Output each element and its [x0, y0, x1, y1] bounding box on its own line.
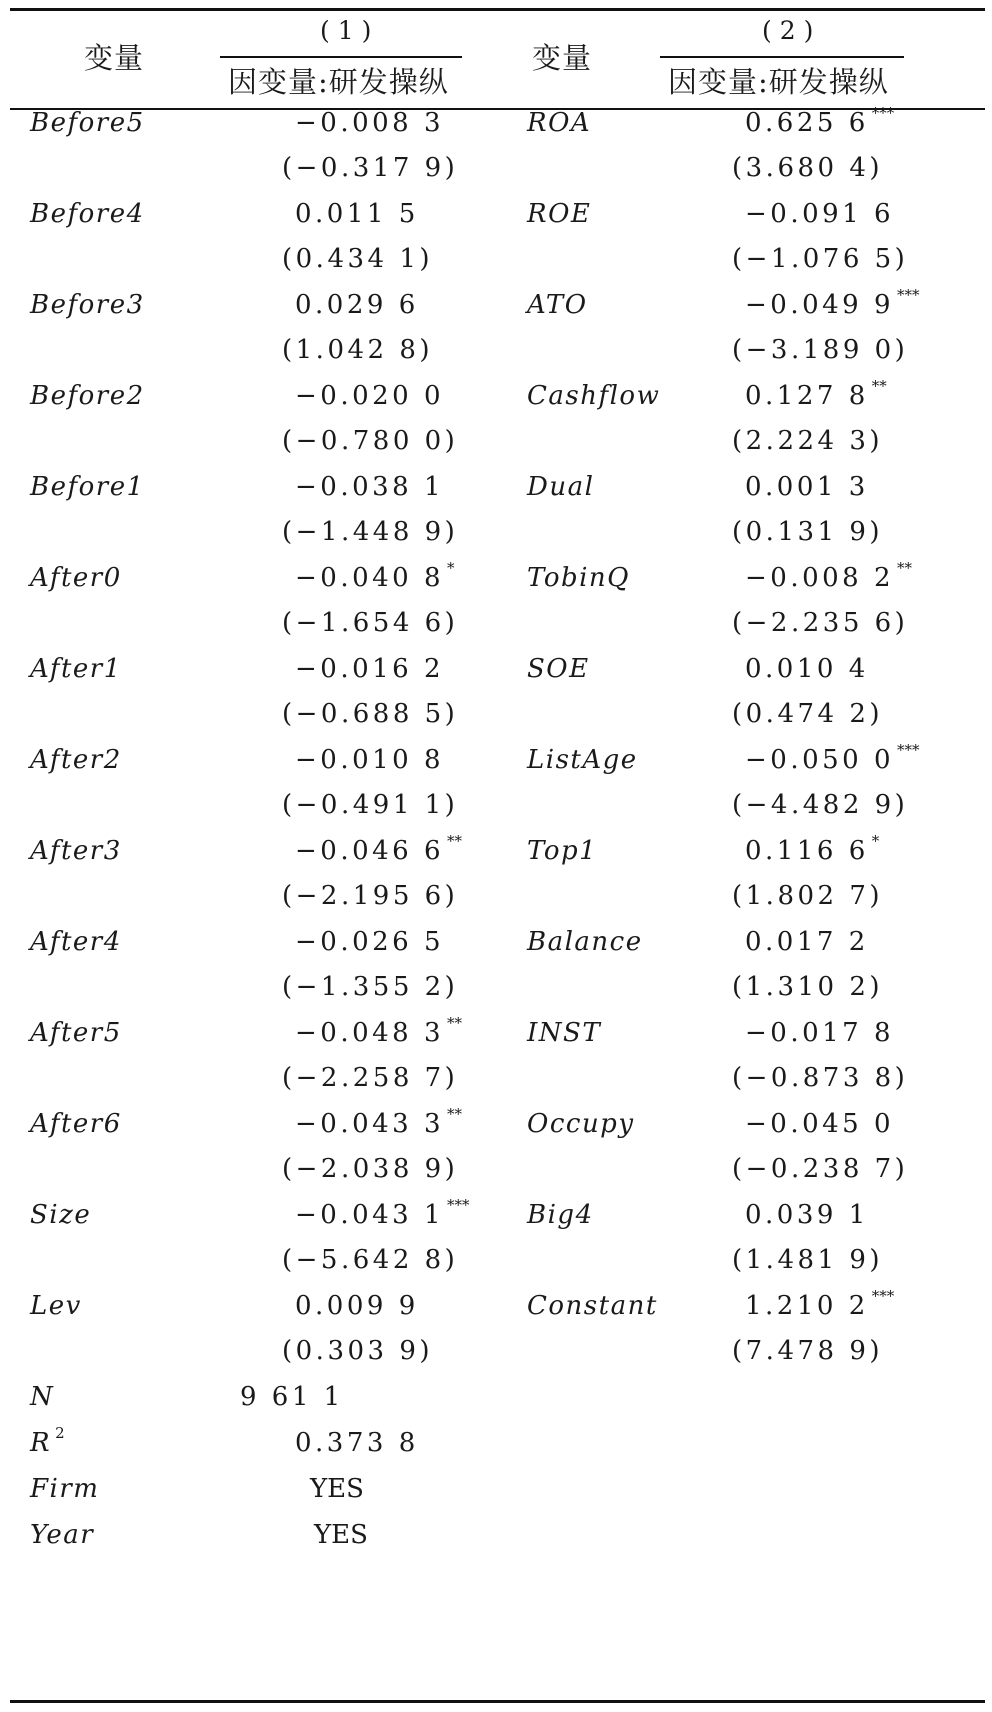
coefficient-col2-value: 0.001 3	[745, 472, 869, 502]
variable-name-left: After2	[30, 745, 122, 775]
tstat-col2: (−4.482 9)	[732, 790, 909, 820]
n-label: N	[30, 1382, 55, 1412]
tstat-col1: (0.434 1)	[282, 244, 434, 274]
tstat-col1: (−1.448 9)	[282, 517, 459, 547]
tstat-col1: (−1.355 2)	[282, 972, 459, 1002]
significance-col2: *	[871, 832, 880, 850]
coefficient-col2-value: −0.050 0	[745, 745, 895, 775]
tstat-col2: (−1.076 5)	[732, 244, 909, 274]
significance-col2: ***	[871, 1287, 895, 1305]
coefficient-col1-value: −0.043 3	[295, 1109, 445, 1139]
significance-col1: **	[447, 1014, 463, 1032]
firm-value: YES	[310, 1474, 364, 1504]
table-row-tstat	[0, 325, 992, 375]
tstat-col2: (−0.238 7)	[732, 1154, 909, 1184]
tstat-col2: (−3.189 0)	[732, 335, 909, 365]
table-row-coefficient	[0, 1281, 992, 1331]
header-col2-number: (2)	[762, 16, 822, 45]
variable-name-right: SOE	[527, 654, 590, 684]
tstat-col2: (−2.235 6)	[732, 608, 909, 638]
variable-name-left: Size	[30, 1200, 92, 1230]
significance-col1: ***	[447, 1196, 470, 1214]
tstat-col1: (−0.317 9)	[282, 153, 459, 183]
table-row-coefficient	[0, 98, 992, 148]
bottom-rule	[10, 1700, 985, 1703]
table-row-tstat	[0, 1235, 992, 1285]
tstat-col1: (1.042 8)	[282, 335, 434, 365]
variable-name-right: Occupy	[527, 1109, 635, 1139]
year-value: YES	[314, 1520, 368, 1550]
coefficient-col2-value: −0.017 8	[745, 1018, 895, 1048]
header-variable-left: 变量	[84, 41, 145, 75]
tstat-col1: (−2.258 7)	[282, 1063, 459, 1093]
coefficient-col1-value: −0.008 3	[295, 108, 445, 138]
significance-col2: **	[897, 559, 913, 577]
table-row-tstat	[0, 871, 992, 921]
tstat-col1: (−2.038 9)	[282, 1154, 459, 1184]
coefficient-col2-value: 0.010 4	[745, 654, 869, 684]
tstat-col1: (−0.780 0)	[282, 426, 459, 456]
tstat-col1: (−5.642 8)	[282, 1245, 459, 1275]
coefficient-col2-value: 0.127 8	[745, 381, 869, 411]
table-row-coefficient	[0, 1190, 992, 1240]
coefficient-col1-value: −0.046 6	[295, 836, 445, 866]
table-row-year	[0, 1510, 992, 1560]
table-row-tstat	[0, 962, 992, 1012]
table-row-tstat	[0, 234, 992, 284]
coefficient-col2-value: −0.091 6	[745, 199, 895, 229]
tstat-col1: (−0.491 1)	[282, 790, 459, 820]
table-row-tstat	[0, 1326, 992, 1376]
coefficient-col1-value: −0.038 1	[295, 472, 445, 502]
variable-name-right: INST	[527, 1018, 602, 1048]
table-row-coefficient	[0, 189, 992, 239]
tstat-col1: (−0.688 5)	[282, 699, 459, 729]
tstat-col2: (−0.873 8)	[732, 1063, 909, 1093]
coefficient-col2-value: 0.625 6	[745, 108, 869, 138]
variable-name-right: Constant	[527, 1291, 658, 1321]
table-row-tstat	[0, 598, 992, 648]
variable-name-right: ListAge	[527, 745, 638, 775]
table-row-firm	[0, 1464, 992, 1514]
tstat-col2: (1.802 7)	[732, 881, 884, 911]
variable-name-left: Before4	[30, 199, 145, 229]
table-row-tstat	[0, 1053, 992, 1103]
variable-name-left: Before5	[30, 108, 145, 138]
header-col2-subrule	[660, 56, 904, 58]
tstat-col1: (0.303 9)	[282, 1336, 434, 1366]
coefficient-col1-value: −0.026 5	[295, 927, 445, 957]
table-row-r2	[0, 1418, 992, 1468]
variable-name-left: After5	[30, 1018, 122, 1048]
variable-name-left: After3	[30, 836, 122, 866]
significance-col1: **	[447, 832, 463, 850]
tstat-col2: (2.224 3)	[732, 426, 884, 456]
r2-superscript: 2	[55, 1424, 67, 1442]
header-col2-dependent: 因变量:研发操纵	[668, 65, 889, 99]
tstat-col2: (7.478 9)	[732, 1336, 884, 1366]
variable-name-right: ATO	[527, 290, 588, 320]
variable-name-right: Top1	[527, 836, 598, 866]
tstat-col1: (−2.195 6)	[282, 881, 459, 911]
table-row-coefficient	[0, 371, 992, 421]
r2-value: 0.373 8	[295, 1428, 419, 1458]
variable-name-right: ROE	[527, 199, 592, 229]
variable-name-right: Dual	[527, 472, 595, 502]
tstat-col2: (0.131 9)	[732, 517, 884, 547]
coefficient-col2-value: 0.039 1	[745, 1200, 869, 1230]
tstat-col2: (0.474 2)	[732, 699, 884, 729]
coefficient-col1-value: −0.043 1	[295, 1200, 445, 1230]
table-row-coefficient	[0, 1099, 992, 1149]
year-label: Year	[30, 1520, 95, 1550]
significance-col2: **	[871, 377, 887, 395]
header-variable-right: 变量	[532, 41, 593, 75]
coefficient-col2-value: −0.049 9	[745, 290, 895, 320]
firm-label: Firm	[30, 1474, 100, 1504]
coefficient-col1-value: −0.010 8	[295, 745, 445, 775]
table-row-tstat	[0, 416, 992, 466]
variable-name-right: Balance	[527, 927, 643, 957]
table-row-tstat	[0, 689, 992, 739]
variable-name-left: After1	[30, 654, 122, 684]
header-col1-number: (1)	[320, 16, 380, 45]
variable-name-right: ROA	[527, 108, 592, 138]
table-row-tstat	[0, 507, 992, 557]
table-row-tstat	[0, 143, 992, 193]
variable-name-right: Big4	[527, 1200, 594, 1230]
coefficient-col2-value: 1.210 2	[745, 1291, 869, 1321]
n-value: 9 61 1	[240, 1382, 344, 1412]
coefficient-col1-value: −0.048 3	[295, 1018, 445, 1048]
variable-name-left: Before1	[30, 472, 145, 502]
significance-col1: *	[447, 559, 455, 577]
table-row-coefficient	[0, 826, 992, 876]
r2-label-text: R	[30, 1428, 52, 1458]
coefficient-col2-value: 0.017 2	[745, 927, 869, 957]
coefficient-col2-value: 0.116 6	[745, 836, 869, 866]
table-row-coefficient	[0, 644, 992, 694]
coefficient-col1-value: −0.016 2	[295, 654, 445, 684]
coefficient-col1-value: −0.020 0	[295, 381, 445, 411]
variable-name-left: After0	[30, 563, 122, 593]
table-row-tstat	[0, 1144, 992, 1194]
table-row-coefficient	[0, 735, 992, 785]
significance-col2: ***	[897, 741, 920, 759]
coefficient-col1-value: −0.040 8	[295, 563, 445, 593]
table-row-coefficient	[0, 1008, 992, 1058]
coefficient-col2-value: −0.045 0	[745, 1109, 895, 1139]
header-col1-subrule	[220, 56, 462, 58]
variable-name-right: Cashflow	[527, 381, 661, 411]
coefficient-col2-value: −0.008 2	[745, 563, 895, 593]
table-row-coefficient	[0, 553, 992, 603]
header-col1-dependent: 因变量:研发操纵	[228, 65, 449, 99]
table-row-n	[0, 1372, 992, 1422]
coefficient-col1-value: 0.009 9	[295, 1291, 419, 1321]
variable-name-left: Before2	[30, 381, 145, 411]
table-row-coefficient	[0, 280, 992, 330]
tstat-col2: (3.680 4)	[732, 153, 884, 183]
table-row-coefficient	[0, 462, 992, 512]
top-rule	[10, 8, 985, 11]
tstat-col2: (1.310 2)	[732, 972, 884, 1002]
table-row-tstat	[0, 780, 992, 830]
coefficient-col1-value: 0.011 5	[295, 199, 419, 229]
significance-col2: ***	[897, 286, 920, 304]
variable-name-left: Before3	[30, 290, 145, 320]
table-row-coefficient	[0, 917, 992, 967]
tstat-col1: (−1.654 6)	[282, 608, 459, 638]
tstat-col2: (1.481 9)	[732, 1245, 884, 1275]
variable-name-right: TobinQ	[527, 563, 630, 593]
coefficient-col1-value: 0.029 6	[295, 290, 419, 320]
significance-col1: **	[447, 1105, 463, 1123]
variable-name-left: After6	[30, 1109, 122, 1139]
variable-name-left: After4	[30, 927, 122, 957]
variable-name-left: Lev	[30, 1291, 82, 1321]
significance-col2: ***	[871, 104, 895, 122]
